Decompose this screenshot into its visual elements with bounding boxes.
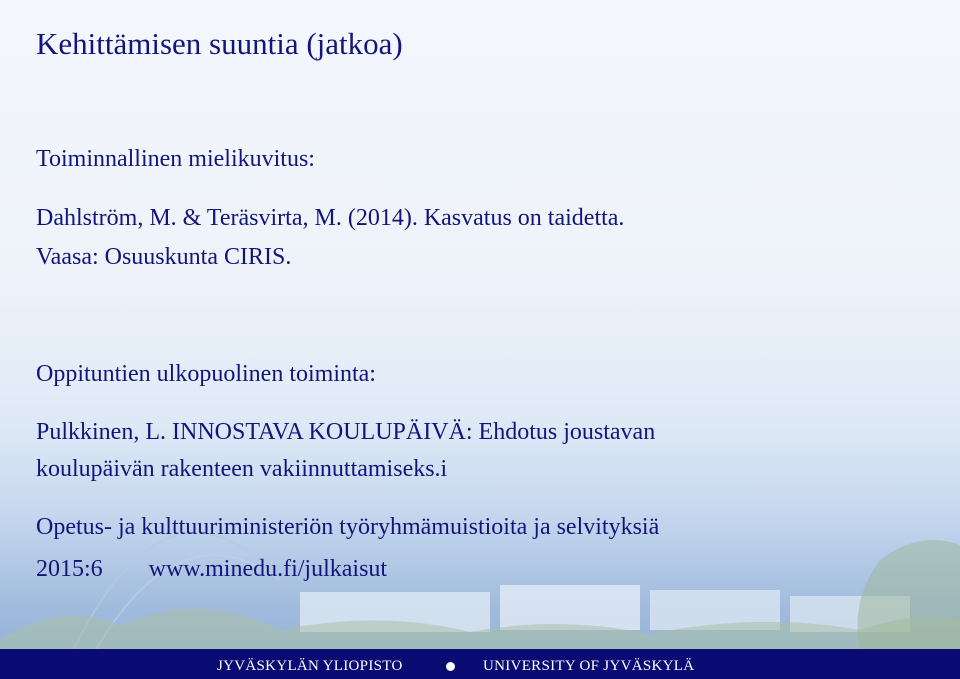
reference-line: Opetus- ja kulttuuriministeriön työryhmämuistioita ja selvityksiä [36,514,660,540]
reference-line: koulupäivän rakenteen vakiinnuttamiseks.i [36,456,448,482]
reference-line: Pulkkinen, L. INNOSTAVA KOULUPÄIVÄ: Ehdotus joustavan [36,419,656,445]
section-heading-imagination: Toiminnallinen mielikuvitus: [36,146,315,172]
publication-url-link[interactable]: www.minedu.fi/julkaisut [148,556,388,582]
publication-number: 2015:6 [36,556,103,582]
bullet-dot-icon [446,662,455,671]
reference-line: Vaasa: Osuuskunta CIRIS. [36,244,292,270]
footer-university-fi: JYVÄSKYLÄN YLIOPISTO [217,658,403,674]
reference-line [36,556,387,583]
footer-university-en: UNIVERSITY OF JYVÄSKYLÄ [483,658,695,674]
university-footer [0,649,960,679]
section-heading-extracurricular: Oppituntien ulkopuolinen toiminta: [36,361,376,387]
slide-title: Kehittämisen suuntia (jatkoa) [36,26,403,61]
reference-line: Dahlström, M. & Teräsvirta, M. (2014). Kasvatus on taidetta. [36,205,625,231]
